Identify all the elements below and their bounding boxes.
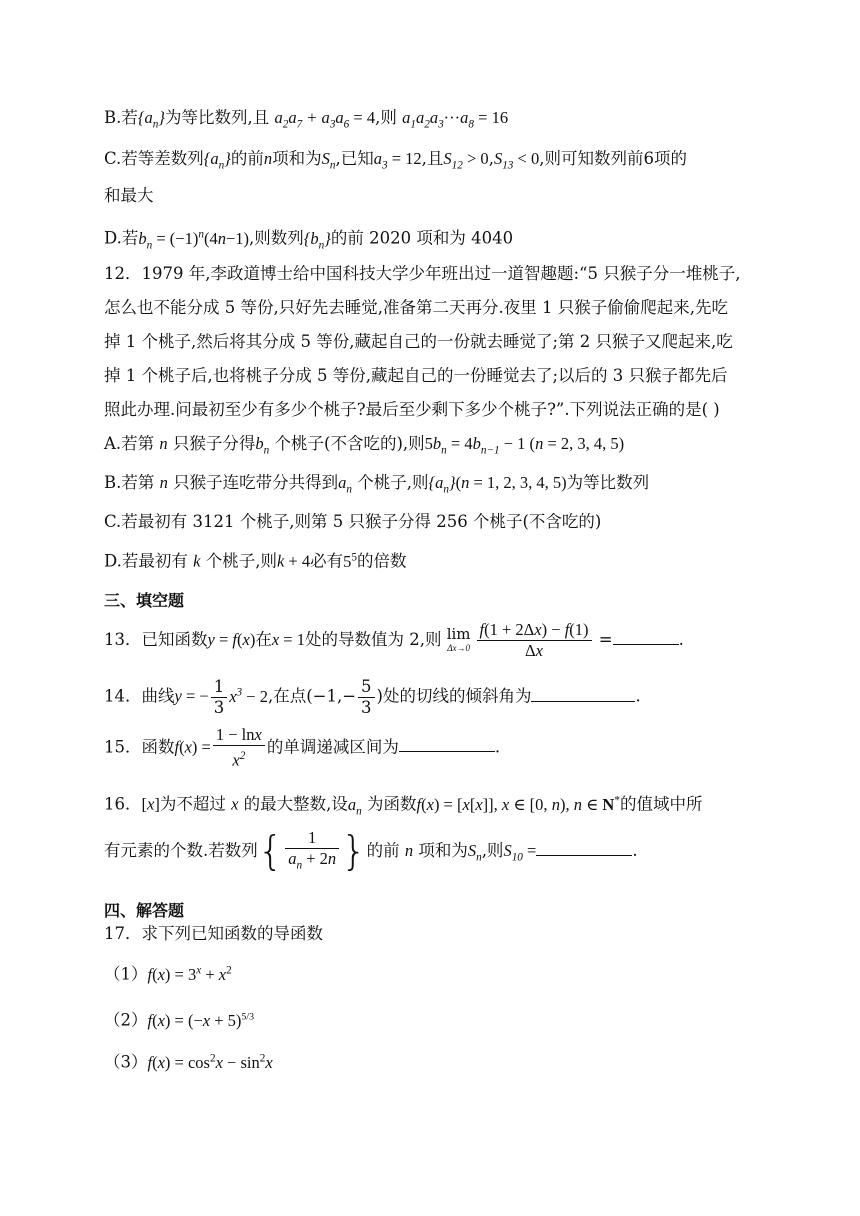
q11-option-c-line2: 和最大 (104, 186, 154, 205)
q17-part3: $(3)f(x) = \cos^2x - \sin^2x$ (104, 1052, 273, 1072)
q11-option-b: B.若$\{a_n\}$为等比数列,且 $a_2a_7 + a_3a_6 = 4$,则 $a_1a_2a_3\cdot\cdot\cdot a_8 = 16$ (104, 108, 509, 131)
q12-line3: 掉 1 个桃子,然后将其分成 5 等份,藏起自己的一份就去睡觉了;第 2 只猴子又爬起来,吃 (104, 332, 733, 351)
section-answer: 四、解答题 (104, 901, 185, 920)
q17-part2: $(2)f(x) = (-x + 5)^{5/3}$ (104, 1010, 255, 1030)
q11-option-d: D.若$b_n = (-1)^n(4n-1)$,则数列$\{b_n\}$的前 2020 项和为 4040 (104, 228, 514, 251)
q17-part1: $(1)f(x) = 3^x + x^2$ (104, 964, 232, 984)
q16-line1: 16．[x]为不超过 x 的最大整数,设$a_n$ 为函数f(x) = [x[x]], x ∈ [0, n), n ∈ N*的值域中所 (104, 794, 703, 817)
q12-option-c: C.若最初有 3121 个桃子,则第 5 只猴子分得 256 个桃子(不含吃的) (104, 512, 602, 531)
q11-option-c: C.若等差数列$\{a_n\}$的前n项和为$S_n$,已知$a_3 = 12$,且$S_{12} > 0,S_{13} < 0$,则可知数列前6项的 (104, 149, 687, 172)
q12-line2: 怎么也不能分成 5 等份,只好先去睡觉,准备第二天再分.夜里 1 只猴子偷偷爬起来,先吃 (104, 298, 728, 317)
q12-line1: 12．1979 年,李政道博士给中国科技大学少年班出过一道智趣题:“5 只猴子分一堆桃子, (104, 264, 741, 283)
q12-option-d: D.若最初有 k 个桃子,则k + 4必有$5^5$的倍数 (104, 551, 407, 571)
q15: 15．函数f(x) = $\frac{1 - \ln x}{x^2}$ 的单调递减区间为 . (104, 725, 501, 770)
section-fill-in: 三、填空题 (104, 591, 185, 610)
q12-line5: 照此办理.问最初至少有多少个桃子?最后至少剩下多少个桃子?”.下列说法正确的是( ) (104, 400, 720, 419)
q13: 13．已知函数y = f(x)在x = 1处的导数值为 2,则 lim Δx→0 $\frac{f(1 + 2\Delta x) - f(1)}{\Delta x}$ = . (104, 620, 684, 660)
q12-option-b: B.若第 n 只猴子连吃带分共得到$a_n$ 个桃子,则$\{a_n\}(n = 1$, 2, 3, 4, 5)为等比数列 (104, 473, 650, 496)
q12-option-a: A.若第 n 只猴子分得$b_n$ 个桃子(不含吃的),则$5b_n = 4b_{n-1} - 1$ (n = 2, 3, 4, 5) (104, 434, 625, 457)
q16-line2: 有元素的个数.若数列{ $\frac{1}{a_n + 2n}$ }的前 n 项和为$S_n$,则$S_{10}$ = . (104, 827, 638, 875)
q12-line4: 掉 1 个桃子后,也将桃子分成 5 等份,藏起自己的一份睡觉去了;以后的 3 只猴子都先后 (104, 366, 728, 385)
q17-title: 17．求下列已知函数的导函数 (104, 924, 323, 943)
q14: 14．曲线y = − $\frac{1}{3}$ $x^3 - 2$,在点(−1,− $\frac{5}{3}$ )处的切线的倾斜角为 . (104, 676, 641, 717)
